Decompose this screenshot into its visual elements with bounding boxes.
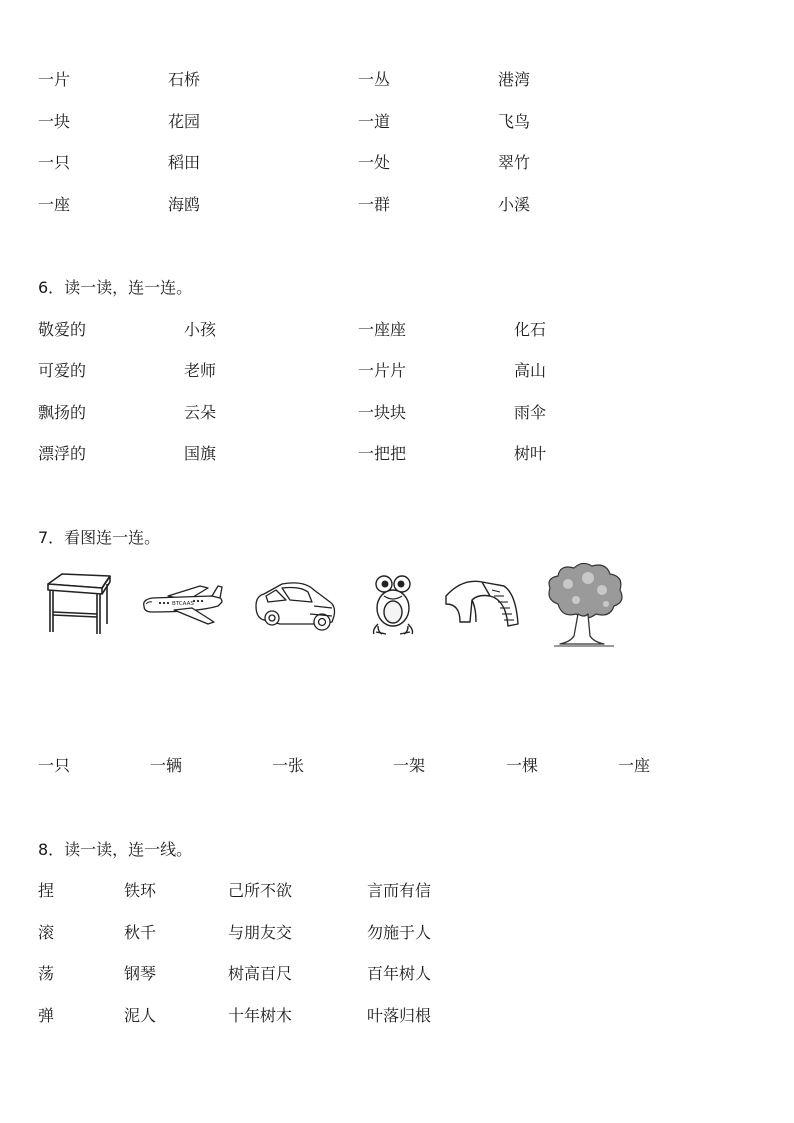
- word: 滚: [38, 923, 55, 942]
- word: 铁环: [124, 881, 157, 900]
- word: 石桥: [168, 70, 201, 89]
- word: 小溪: [498, 195, 531, 214]
- word: 飞鸟: [498, 112, 531, 131]
- word: 稻田: [168, 153, 201, 172]
- question-title: 7．看图连一连。: [38, 528, 161, 547]
- question-title: 6．读一读，连一连。: [38, 278, 193, 297]
- word: 一片: [38, 70, 71, 89]
- word: 一把把: [358, 444, 407, 463]
- word: 一处: [358, 153, 391, 172]
- word: 树高百尺: [228, 964, 293, 983]
- word: 一群: [358, 195, 391, 214]
- word: 一块: [38, 112, 71, 131]
- word: 国旗: [184, 444, 217, 463]
- frog-icon: [368, 572, 418, 636]
- word: 云朵: [184, 403, 217, 422]
- measure-word: 一张: [272, 756, 305, 775]
- word: 叶落归根: [367, 1006, 432, 1025]
- word: 雨伞: [514, 403, 547, 422]
- word: 漂浮的: [38, 444, 87, 463]
- measure-word: 一辆: [150, 756, 183, 775]
- word: 翠竹: [498, 153, 531, 172]
- word: 一座座: [358, 320, 407, 339]
- word: 港湾: [498, 70, 531, 89]
- airplane-label: BTCAAS: [172, 601, 194, 607]
- word: 花园: [168, 112, 201, 131]
- measure-word: 一座: [618, 756, 651, 775]
- desk-icon: [44, 572, 114, 636]
- word: 高山: [514, 361, 547, 380]
- question-title: 8．读一读，连一线。: [38, 840, 193, 859]
- word: 飘扬的: [38, 403, 87, 422]
- word: 可爱的: [38, 361, 87, 380]
- word: 一座: [38, 195, 71, 214]
- word: 小孩: [184, 320, 217, 339]
- word: 言而有信: [367, 881, 432, 900]
- word: 钢琴: [124, 964, 157, 983]
- word: 荡: [38, 964, 55, 983]
- tree-icon: [544, 560, 626, 650]
- word: 海鸥: [168, 195, 201, 214]
- word: 敬爱的: [38, 320, 87, 339]
- word: 秋千: [124, 923, 157, 942]
- word: 一片片: [358, 361, 407, 380]
- word: 十年树木: [228, 1006, 293, 1025]
- word: 己所不欲: [228, 881, 293, 900]
- measure-word: 一棵: [506, 756, 539, 775]
- airplane-icon: [138, 584, 224, 626]
- measure-word: 一架: [393, 756, 426, 775]
- word: 一道: [358, 112, 391, 131]
- word: 弹: [38, 1006, 55, 1025]
- word: 一丛: [358, 70, 391, 89]
- word: 勿施于人: [367, 923, 432, 942]
- word: 老师: [184, 361, 217, 380]
- measure-word: 一只: [38, 756, 71, 775]
- word: 与朋友交: [228, 923, 293, 942]
- word: 百年树人: [367, 964, 432, 983]
- word: 一块块: [358, 403, 407, 422]
- word: 捏: [38, 881, 55, 900]
- word: 化石: [514, 320, 547, 339]
- bridge-icon: [442, 576, 520, 630]
- word: 泥人: [124, 1006, 157, 1025]
- word: 一只: [38, 153, 71, 172]
- car-icon: [252, 580, 338, 632]
- word: 树叶: [514, 444, 547, 463]
